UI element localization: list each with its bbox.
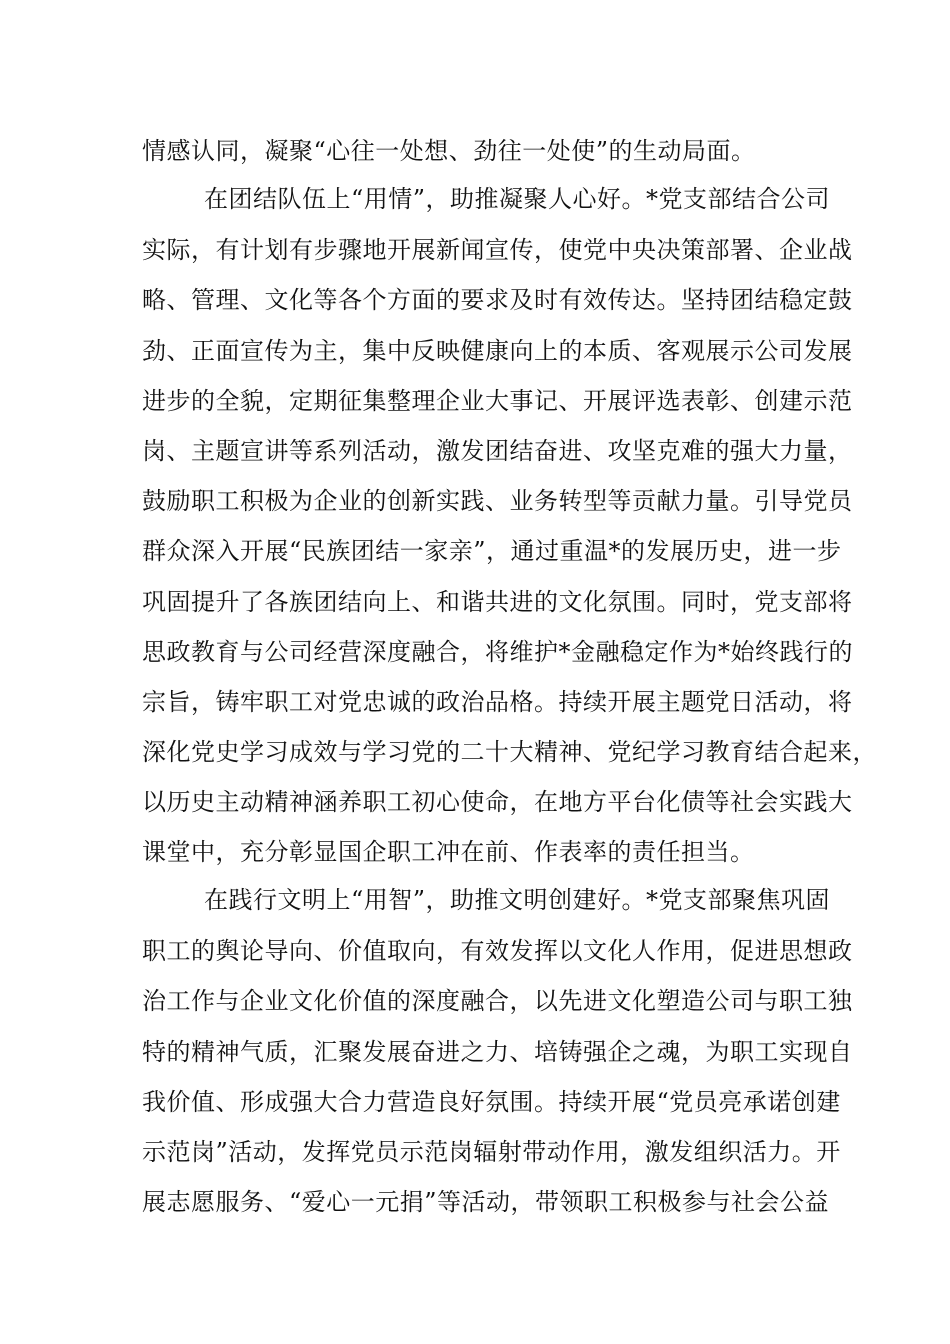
text-line: 思政教育与公司经营深度融合，将维护*金融稳定作为*始终践行的 [142,638,853,666]
text-line: 群众深入开展“民族团结一家亲”，通过重温*的发展历史，进一步 [142,537,842,565]
text-line: 劲、正面宣传为主，集中反映健康向上的本质、客观展示公司发展 [142,337,853,365]
text-line: 课堂中，充分彰显国企职工冲在前、作表率的责任担当。 [142,838,755,866]
text-line: 特的精神气质，汇聚发展奋进之力、培铸强企之魂，为职工实现自 [142,1038,853,1066]
paragraph-first-line: 在践行文明上“用智”，助推文明创建好。*党支部聚焦巩固 [204,886,831,914]
text-line: 以历史主动精神涵养职工初心使命，在地方平台化债等社会实践大 [142,788,853,816]
text-line: 宗旨，铸牢职工对党忠诚的政治品格。持续开展主题党日活动，将 [142,688,853,716]
text-line: 职工的舆论导向、价值取向，有效发挥以文化人作用，促进思想政 [142,937,853,965]
text-line: 岗、主题宣讲等系列活动，激发团结奋进、攻坚克难的强大力量， [142,437,853,465]
text-line: 略、管理、文化等各个方面的要求及时有效传达。坚持团结稳定鼓 [142,286,853,314]
text-line: 情感认同，凝聚“心往一处想、劲往一处使”的生动局面。 [142,137,756,165]
text-line: 进步的全貌，定期征集整理企业大事记、开展评选表彰、创建示范 [142,387,853,415]
text-line: 实际，有计划有步骤地开展新闻宣传，使党中央决策部署、企业战 [142,236,853,264]
text-line: 治工作与企业文化价值的深度融合，以先进文化塑造公司与职工独 [142,987,853,1015]
text-line: 示范岗”活动，发挥党员示范岗辐射带动作用，激发组织活力。开 [142,1138,841,1166]
text-line: 鼓励职工积极为企业的创新实践、业务转型等贡献力量。引导党员 [142,487,853,515]
text-line: 展志愿服务、“爱心一元捐”等活动，带领职工积极参与社会公益 [142,1188,830,1216]
text-line: 我价值、形成强大合力营造良好氛围。持续开展“党员亮承诺创建 [142,1088,841,1116]
paragraph-first-line: 在团结队伍上“用情”，助推凝聚人心好。*党支部结合公司 [204,185,831,213]
text-line: 深化党史学习成效与学习党的二十大精神、党纪学习教育结合起来， [142,738,877,766]
text-line: 巩固提升了各族团结向上、和谐共进的文化氛围。同时，党支部将 [142,588,853,616]
